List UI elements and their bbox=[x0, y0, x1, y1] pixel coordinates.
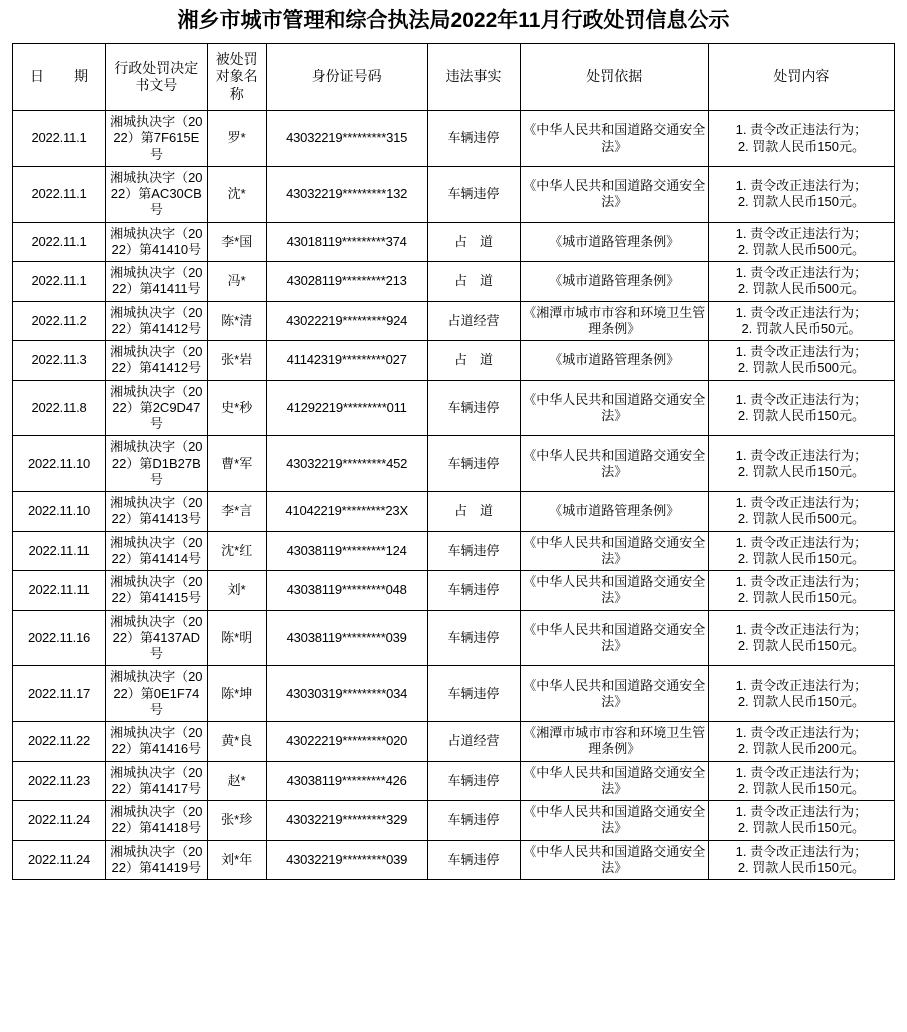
column-header-fact: 违法事实 bbox=[427, 44, 520, 111]
penalty-content-line-1: 1. 责令改正违法行为； bbox=[735, 447, 868, 463]
penalty-content-line-2: 2. 罚款人民币150元。 bbox=[737, 780, 865, 796]
cell-fact: 车辆违停 bbox=[427, 111, 520, 167]
cell-name: 陈*坤 bbox=[207, 666, 266, 722]
cell-date: 2022.11.1 bbox=[13, 166, 106, 222]
cell-content bbox=[708, 610, 894, 666]
table-row bbox=[13, 166, 895, 222]
cell-doc-no: 湘城执决字（2022）第41415号 bbox=[106, 571, 208, 611]
table-row bbox=[13, 571, 895, 611]
cell-fact: 占 道 bbox=[427, 262, 520, 302]
table-row bbox=[13, 666, 895, 722]
cell-content bbox=[708, 840, 894, 880]
cell-basis: 《城市道路管理条例》 bbox=[520, 492, 708, 532]
cell-doc-no: 湘城执决字（2022）第41412号 bbox=[106, 341, 208, 381]
cell-doc-no: 湘城执决字（2022）第41419号 bbox=[106, 840, 208, 880]
table-row bbox=[13, 222, 895, 262]
cell-name: 冯* bbox=[207, 262, 266, 302]
cell-date: 2022.11.16 bbox=[13, 610, 106, 666]
cell-date: 2022.11.2 bbox=[13, 301, 106, 341]
cell-basis: 《中华人民共和国道路交通安全法》 bbox=[520, 166, 708, 222]
cell-name: 李*国 bbox=[207, 222, 266, 262]
cell-name: 陈*清 bbox=[207, 301, 266, 341]
column-header-content: 处罚内容 bbox=[708, 44, 894, 111]
column-header-id-number: 身份证号码 bbox=[266, 44, 427, 111]
table-row bbox=[13, 801, 895, 841]
penalty-content-line-1: 1. 责令改正违法行为； bbox=[735, 677, 868, 693]
cell-fact: 占道经营 bbox=[427, 301, 520, 341]
cell-doc-no: 湘城执决字（2022）第41416号 bbox=[106, 722, 208, 762]
cell-content bbox=[708, 801, 894, 841]
cell-doc-no: 湘城执决字（2022）第41412号 bbox=[106, 301, 208, 341]
table-row bbox=[13, 531, 895, 571]
penalty-content-line-1: 1. 责令改正违法行为； bbox=[735, 122, 868, 138]
penalty-content-line-1: 1. 责令改正违法行为； bbox=[735, 178, 868, 194]
cell-name: 沈*红 bbox=[207, 531, 266, 571]
penalty-content-line-2: 2. 罚款人民币200元。 bbox=[737, 741, 865, 757]
cell-basis: 《中华人民共和国道路交通安全法》 bbox=[520, 380, 708, 436]
table-row bbox=[13, 301, 895, 341]
cell-name: 张*岩 bbox=[207, 341, 266, 381]
cell-doc-no: 湘城执决字（2022）第7F615E号 bbox=[106, 111, 208, 167]
cell-id-number: 43038119*********124 bbox=[266, 531, 427, 571]
penalty-content-line-1: 1. 责令改正违法行为； bbox=[735, 225, 868, 241]
cell-id-number: 43032219*********315 bbox=[266, 111, 427, 167]
cell-date: 2022.11.1 bbox=[13, 262, 106, 302]
cell-content bbox=[708, 166, 894, 222]
cell-doc-no: 湘城执决字（2022）第41410号 bbox=[106, 222, 208, 262]
penalty-content-line-1: 1. 责令改正违法行为； bbox=[735, 574, 868, 590]
column-header-basis: 处罚依据 bbox=[520, 44, 708, 111]
penalty-content-line-2: 2. 罚款人民币500元。 bbox=[737, 511, 865, 527]
cell-fact: 车辆违停 bbox=[427, 571, 520, 611]
cell-id-number: 43038119*********048 bbox=[266, 571, 427, 611]
cell-fact: 车辆违停 bbox=[427, 436, 520, 492]
cell-fact: 占道经营 bbox=[427, 722, 520, 762]
table-row bbox=[13, 341, 895, 381]
cell-basis: 《中华人民共和国道路交通安全法》 bbox=[520, 761, 708, 801]
penalty-content-line-2: 2. 罚款人民币50元。 bbox=[741, 320, 862, 336]
table-row bbox=[13, 492, 895, 532]
cell-basis: 《城市道路管理条例》 bbox=[520, 222, 708, 262]
cell-doc-no: 湘城执决字（2022）第41417号 bbox=[106, 761, 208, 801]
cell-content bbox=[708, 531, 894, 571]
penalty-content-line-1: 1. 责令改正违法行为； bbox=[735, 391, 868, 407]
cell-basis: 《城市道路管理条例》 bbox=[520, 262, 708, 302]
cell-date: 2022.11.10 bbox=[13, 436, 106, 492]
cell-doc-no: 湘城执决字（2022）第41414号 bbox=[106, 531, 208, 571]
page-title: 湘乡市城市管理和综合执法局2022年11月行政处罚信息公示 bbox=[177, 9, 730, 32]
cell-date: 2022.11.1 bbox=[13, 111, 106, 167]
cell-date: 2022.11.17 bbox=[13, 666, 106, 722]
table-row bbox=[13, 840, 895, 880]
cell-fact: 占 道 bbox=[427, 341, 520, 381]
cell-date: 2022.11.24 bbox=[13, 840, 106, 880]
cell-doc-no: 湘城执决字（2022）第41411号 bbox=[106, 262, 208, 302]
cell-content bbox=[708, 761, 894, 801]
cell-name: 赵* bbox=[207, 761, 266, 801]
cell-basis: 《中华人民共和国道路交通安全法》 bbox=[520, 801, 708, 841]
cell-content bbox=[708, 301, 894, 341]
cell-basis: 《中华人民共和国道路交通安全法》 bbox=[520, 531, 708, 571]
cell-fact: 车辆违停 bbox=[427, 166, 520, 222]
cell-id-number: 43032219*********452 bbox=[266, 436, 427, 492]
cell-basis: 《中华人民共和国道路交通安全法》 bbox=[520, 111, 708, 167]
cell-doc-no: 湘城执决字（2022）第AC30CB号 bbox=[106, 166, 208, 222]
cell-name: 史*秒 bbox=[207, 380, 266, 436]
cell-date: 2022.11.3 bbox=[13, 341, 106, 381]
penalty-content-line-2: 2. 罚款人民币150元。 bbox=[737, 693, 865, 709]
cell-content bbox=[708, 380, 894, 436]
cell-name: 曹*军 bbox=[207, 436, 266, 492]
cell-fact: 车辆违停 bbox=[427, 531, 520, 571]
penalty-content-line-1: 1. 责令改正违法行为； bbox=[735, 621, 868, 637]
penalty-content-line-2: 2. 罚款人民币150元。 bbox=[737, 820, 865, 836]
cell-fact: 车辆违停 bbox=[427, 610, 520, 666]
penalty-content-line-1: 1. 责令改正违法行为； bbox=[735, 534, 868, 550]
penalty-content-line-2: 2. 罚款人民币150元。 bbox=[737, 408, 865, 424]
cell-date: 2022.11.11 bbox=[13, 531, 106, 571]
penalty-content-line-1: 1. 责令改正违法行为； bbox=[735, 304, 868, 320]
cell-name: 刘*年 bbox=[207, 840, 266, 880]
cell-fact: 占 道 bbox=[427, 492, 520, 532]
cell-date: 2022.11.24 bbox=[13, 801, 106, 841]
column-header-name: 被处罚对象名称 bbox=[207, 44, 266, 111]
penalty-content-line-2: 2. 罚款人民币500元。 bbox=[737, 281, 865, 297]
table-row bbox=[13, 610, 895, 666]
cell-date: 2022.11.8 bbox=[13, 380, 106, 436]
table-body bbox=[13, 111, 895, 880]
cell-doc-no: 湘城执决字（2022）第41418号 bbox=[106, 801, 208, 841]
cell-basis: 《湘潭市城市市容和环境卫生管理条例》 bbox=[520, 301, 708, 341]
penalty-content-line-2: 2. 罚款人民币150元。 bbox=[737, 550, 865, 566]
cell-id-number: 43032219*********132 bbox=[266, 166, 427, 222]
table-row bbox=[13, 722, 895, 762]
cell-content bbox=[708, 571, 894, 611]
penalty-content-line-2: 2. 罚款人民币150元。 bbox=[737, 638, 865, 654]
penalty-content-line-2: 2. 罚款人民币150元。 bbox=[737, 463, 865, 479]
column-header-date: 日 期 bbox=[13, 44, 106, 111]
cell-doc-no: 湘城执决字（2022）第D1B27B号 bbox=[106, 436, 208, 492]
cell-name: 黄*良 bbox=[207, 722, 266, 762]
cell-id-number: 43032219*********039 bbox=[266, 840, 427, 880]
table-row bbox=[13, 262, 895, 302]
cell-fact: 车辆违停 bbox=[427, 666, 520, 722]
cell-basis: 《中华人民共和国道路交通安全法》 bbox=[520, 571, 708, 611]
cell-content bbox=[708, 111, 894, 167]
table-header-row bbox=[13, 44, 895, 111]
cell-content bbox=[708, 341, 894, 381]
penalty-content-line-1: 1. 责令改正违法行为； bbox=[735, 344, 868, 360]
cell-content bbox=[708, 666, 894, 722]
cell-id-number: 43038119*********039 bbox=[266, 610, 427, 666]
table-row bbox=[13, 111, 895, 167]
penalty-content-line-1: 1. 责令改正违法行为； bbox=[735, 265, 868, 281]
cell-date: 2022.11.1 bbox=[13, 222, 106, 262]
cell-fact: 占 道 bbox=[427, 222, 520, 262]
cell-id-number: 43038119*********426 bbox=[266, 761, 427, 801]
cell-id-number: 41042219*********23X bbox=[266, 492, 427, 532]
cell-doc-no: 湘城执决字（2022）第4137AD号 bbox=[106, 610, 208, 666]
cell-content bbox=[708, 722, 894, 762]
penalty-content-line-2: 2. 罚款人民币150元。 bbox=[737, 859, 865, 875]
cell-id-number: 43018119*********374 bbox=[266, 222, 427, 262]
cell-id-number: 43032219*********329 bbox=[266, 801, 427, 841]
cell-id-number: 43030319*********034 bbox=[266, 666, 427, 722]
penalty-content-line-1: 1. 责令改正违法行为； bbox=[735, 495, 868, 511]
penalty-information-table bbox=[12, 43, 895, 880]
cell-date: 2022.11.22 bbox=[13, 722, 106, 762]
cell-id-number: 43022219*********924 bbox=[266, 301, 427, 341]
table-row bbox=[13, 380, 895, 436]
cell-name: 李*言 bbox=[207, 492, 266, 532]
cell-id-number: 43028119*********213 bbox=[266, 262, 427, 302]
cell-name: 刘* bbox=[207, 571, 266, 611]
cell-content bbox=[708, 222, 894, 262]
cell-date: 2022.11.10 bbox=[13, 492, 106, 532]
cell-doc-no: 湘城执决字（2022）第41413号 bbox=[106, 492, 208, 532]
penalty-content-line-1: 1. 责令改正违法行为； bbox=[735, 764, 868, 780]
cell-content bbox=[708, 262, 894, 302]
cell-fact: 车辆违停 bbox=[427, 801, 520, 841]
cell-basis: 《中华人民共和国道路交通安全法》 bbox=[520, 666, 708, 722]
cell-id-number: 43022219*********020 bbox=[266, 722, 427, 762]
cell-fact: 车辆违停 bbox=[427, 380, 520, 436]
penalty-content-line-1: 1. 责令改正违法行为； bbox=[735, 725, 868, 741]
cell-name: 张*珍 bbox=[207, 801, 266, 841]
cell-name: 罗* bbox=[207, 111, 266, 167]
cell-doc-no: 湘城执决字（2022）第0E1F74号 bbox=[106, 666, 208, 722]
penalty-content-line-1: 1. 责令改正违法行为； bbox=[735, 843, 868, 859]
cell-basis: 《湘潭市城市市容和环境卫生管理条例》 bbox=[520, 722, 708, 762]
table-row bbox=[13, 761, 895, 801]
cell-date: 2022.11.11 bbox=[13, 571, 106, 611]
column-header-doc-no: 行政处罚决定书文号 bbox=[106, 44, 208, 111]
penalty-content-line-2: 2. 罚款人民币150元。 bbox=[737, 194, 865, 210]
cell-id-number: 41292219*********011 bbox=[266, 380, 427, 436]
table-row bbox=[13, 436, 895, 492]
cell-doc-no: 湘城执决字（2022）第2C9D47号 bbox=[106, 380, 208, 436]
cell-fact: 车辆违停 bbox=[427, 840, 520, 880]
cell-name: 沈* bbox=[207, 166, 266, 222]
cell-date: 2022.11.23 bbox=[13, 761, 106, 801]
cell-fact: 车辆违停 bbox=[427, 761, 520, 801]
cell-name: 陈*明 bbox=[207, 610, 266, 666]
penalty-content-line-1: 1. 责令改正违法行为； bbox=[735, 804, 868, 820]
penalty-content-line-2: 2. 罚款人民币500元。 bbox=[737, 241, 865, 257]
cell-content bbox=[708, 436, 894, 492]
cell-content bbox=[708, 492, 894, 532]
cell-basis: 《中华人民共和国道路交通安全法》 bbox=[520, 610, 708, 666]
penalty-content-line-2: 2. 罚款人民币150元。 bbox=[737, 590, 865, 606]
cell-basis: 《中华人民共和国道路交通安全法》 bbox=[520, 436, 708, 492]
penalty-content-line-2: 2. 罚款人民币500元。 bbox=[737, 360, 865, 376]
cell-basis: 《城市道路管理条例》 bbox=[520, 341, 708, 381]
penalty-content-line-2: 2. 罚款人民币150元。 bbox=[737, 138, 865, 154]
cell-id-number: 41142319*********027 bbox=[266, 341, 427, 381]
cell-basis: 《中华人民共和国道路交通安全法》 bbox=[520, 840, 708, 880]
